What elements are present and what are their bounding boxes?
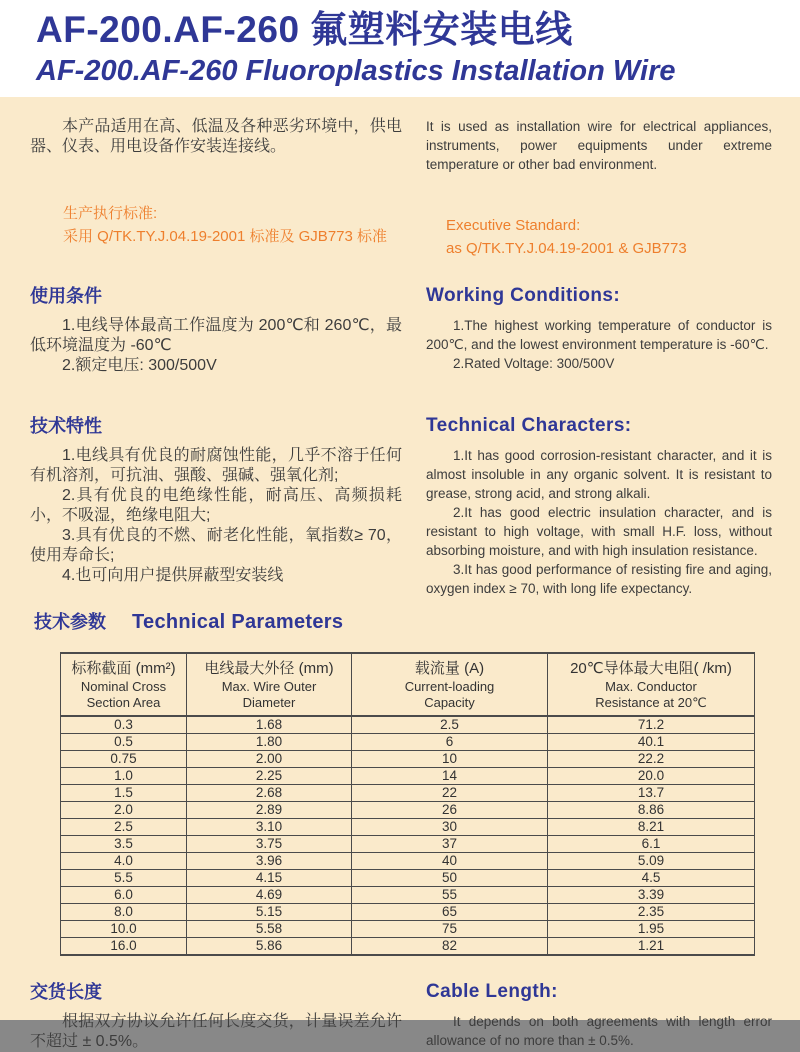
table-cell: 1.0	[61, 768, 187, 785]
cable-length-heading-en: Cable Length:	[426, 981, 558, 1002]
page-title-zh: AF-200.AF-260 氟塑料安装电线	[36, 9, 573, 50]
table-cell: 1.80	[187, 734, 352, 751]
column-title-zh: 20℃导体最大电阻( /km)	[570, 660, 732, 677]
table-cell: 0.75	[61, 751, 187, 768]
table-cell: 5.86	[187, 938, 352, 956]
table-cell: 4.5	[548, 870, 755, 887]
column-title-en: Diameter	[242, 695, 296, 710]
table-row	[61, 785, 755, 802]
table-cell: 5.58	[187, 921, 352, 938]
standard-label-en: Executive Standard:	[446, 217, 581, 234]
table-header-cell	[61, 653, 187, 716]
cable-length-text-zh: 根据双方协议允许任何长度交货，计量误差允许不超过 ± 0.5%。	[30, 1013, 402, 1050]
executive-standard-en	[446, 214, 772, 260]
table-row	[61, 904, 755, 921]
table-cell: 5.09	[548, 853, 755, 870]
cable-length-text-en: It depends on both agreements with length error allowance of no more than ± 0.5%.	[426, 1014, 772, 1048]
technical-characters-heading-en: Technical Characters:	[426, 415, 632, 436]
standard-value-zh: 采用 Q/TK.TY.J.04.19-2001 标准及 GJB773 标准	[63, 228, 388, 245]
table-cell: 2.00	[187, 751, 352, 768]
technical-characters-heading-zh: 技术特性	[30, 416, 102, 436]
table-cell: 2.89	[187, 802, 352, 819]
standard-value-en: as Q/TK.TY.J.04.19-2001 & GJB773	[446, 240, 687, 257]
table-row	[61, 870, 755, 887]
table-row	[61, 819, 755, 836]
working-conditions-heading-zh: 使用条件	[30, 286, 102, 306]
table-cell: 65	[352, 904, 548, 921]
technical-parameters-heading	[34, 610, 772, 642]
table-header	[61, 653, 755, 716]
table-row	[61, 938, 755, 956]
table-cell: 37	[352, 836, 548, 853]
table-cell: 30	[352, 819, 548, 836]
technical-parameters-table	[60, 652, 755, 956]
table-row	[61, 716, 755, 734]
working-conditions-item-en: 1.The highest working temperature of conductor is 200℃, and the lowest environment temperature is -60℃.	[426, 318, 772, 352]
table-cell: 3.5	[61, 836, 187, 853]
table-row	[61, 734, 755, 751]
technical-characters-item-zh: 3.具有优良的不燃、耐老化性能，氧指数≥ 70，使用寿命长;	[30, 527, 402, 564]
masthead	[0, 0, 800, 97]
technical-characters-item-zh: 1.电线具有优良的耐腐蚀性能，几乎不溶于任何有机溶剂，可抗油、强酸、强碱、强氧化剂;	[30, 447, 402, 484]
table-cell: 22.2	[548, 751, 755, 768]
table-cell: 4.0	[61, 853, 187, 870]
page-title-en: AF-200.AF-260 Fluoroplastics Installation Wire	[36, 55, 676, 87]
table-header-cell	[187, 653, 352, 716]
table-row	[61, 853, 755, 870]
table-row	[61, 768, 755, 785]
table-cell: 8.21	[548, 819, 755, 836]
technical-characters-item-zh: 2.具有优良的电绝缘性能，耐高压、高频损耗小，不吸湿，绝缘电阻大;	[30, 487, 402, 524]
table-cell: 8.86	[548, 802, 755, 819]
standards-section	[30, 202, 772, 260]
table-cell: 6.0	[61, 887, 187, 904]
working-conditions-section	[30, 284, 772, 376]
table-cell: 14	[352, 768, 548, 785]
table-cell: 75	[352, 921, 548, 938]
column-title-en: Resistance at 20℃	[595, 695, 707, 710]
table-cell: 1.21	[548, 938, 755, 956]
table-cell: 3.39	[548, 887, 755, 904]
table-row	[61, 802, 755, 819]
working-conditions-item-zh: 1.电线导体最高工作温度为 200℃和 260℃，最低环境温度为 -60℃	[30, 317, 402, 354]
column-title-zh: 标称截面 (mm²)	[71, 660, 176, 677]
parameters-table-body	[61, 716, 755, 955]
column-title-en: Section Area	[86, 695, 161, 710]
technical-characters-en	[426, 414, 772, 598]
table-cell: 5.5	[61, 870, 187, 887]
table-cell: 22	[352, 785, 548, 802]
table-cell: 6	[352, 734, 548, 751]
table-cell: 2.5	[61, 819, 187, 836]
column-title-en: Capacity	[424, 695, 475, 710]
intro-paragraph-en: It is used as installation wire for electrical appliances, instruments, power equipments under extreme temperature or other bad environment.	[426, 119, 772, 172]
table-cell: 4.69	[187, 887, 352, 904]
cable-length-heading-zh: 交货长度	[30, 982, 102, 1002]
cable-length-section	[30, 980, 772, 1052]
cable-length-zh	[30, 980, 402, 1052]
table-cell: 2.68	[187, 785, 352, 802]
table-cell: 2.5	[352, 716, 548, 734]
column-title-en: Max. Wire Outer	[221, 679, 317, 694]
table-cell: 2.25	[187, 768, 352, 785]
table-cell: 1.68	[187, 716, 352, 734]
table-cell: 3.75	[187, 836, 352, 853]
column-title-en: Nominal Cross	[80, 679, 167, 694]
intro-paragraph-zh: 本产品适用在高、低温及各种恶劣环境中，供电器、仪表、用电设备作安装连接线。	[30, 118, 402, 155]
technical-parameters-heading-en: Technical Parameters	[132, 611, 344, 633]
intro-section	[30, 117, 772, 174]
table-cell: 0.3	[61, 716, 187, 734]
working-conditions-item-zh: 2.额定电压: 300/500V	[62, 357, 217, 374]
technical-characters-section	[30, 414, 772, 598]
column-title-zh: 载流量 (A)	[414, 660, 485, 677]
working-conditions-zh	[30, 284, 402, 376]
table-cell: 40.1	[548, 734, 755, 751]
table-cell: 4.15	[187, 870, 352, 887]
table-cell: 20.0	[548, 768, 755, 785]
table-cell: 16.0	[61, 938, 187, 956]
table-cell: 8.0	[61, 904, 187, 921]
table-row	[61, 836, 755, 853]
table-cell: 10.0	[61, 921, 187, 938]
technical-characters-zh	[30, 414, 402, 598]
technical-characters-item-en: 3.It has good performance of resisting fire and aging, oxygen index ≥ 70, with long life expectancy.	[426, 562, 772, 596]
column-title-zh: 电线最大外径 (mm)	[204, 660, 334, 677]
table-row	[61, 887, 755, 904]
table-cell: 6.1	[548, 836, 755, 853]
table-cell: 26	[352, 802, 548, 819]
table-cell: 2.35	[548, 904, 755, 921]
table-cell: 1.95	[548, 921, 755, 938]
table-cell: 3.10	[187, 819, 352, 836]
working-conditions-heading-en: Working Conditions:	[426, 285, 621, 306]
technical-characters-item-zh: 4.也可向用户提供屏蔽型安装线	[62, 567, 284, 584]
production-standard-zh	[63, 202, 402, 260]
table-cell: 13.7	[548, 785, 755, 802]
table-cell: 40	[352, 853, 548, 870]
working-conditions-item-en: 2.Rated Voltage: 300/500V	[453, 356, 615, 371]
column-title-en: Max. Conductor	[605, 679, 697, 694]
table-cell: 82	[352, 938, 548, 956]
working-conditions-en	[426, 284, 772, 376]
table-cell: 1.5	[61, 785, 187, 802]
content	[0, 117, 800, 1052]
table-cell: 3.96	[187, 853, 352, 870]
table-header-cell	[548, 653, 755, 716]
table-cell: 50	[352, 870, 548, 887]
technical-characters-item-en: 1.It has good corrosion-resistant character, and it is almost insoluble in any organic solvent. It is resistant to grease, strong acid, and strong alkali.	[426, 448, 772, 501]
table-cell: 2.0	[61, 802, 187, 819]
cable-length-en	[426, 980, 772, 1052]
table-row	[61, 751, 755, 768]
table-cell: 0.5	[61, 734, 187, 751]
table-cell: 71.2	[548, 716, 755, 734]
standard-label-zh: 生产执行标准:	[63, 205, 158, 222]
table-cell: 5.15	[187, 904, 352, 921]
table-cell: 10	[352, 751, 548, 768]
table-header-cell	[352, 653, 548, 716]
column-title-en: Current-loading	[404, 679, 495, 694]
technical-characters-item-en: 2.It has good electric insulation character, and is resistant to high voltage, with small H.F. loss, without absorbing moisture, and with high insulation resistance.	[426, 505, 772, 558]
technical-parameters-heading-zh: 技术参数	[34, 612, 106, 632]
table-cell: 55	[352, 887, 548, 904]
table-row	[61, 921, 755, 938]
